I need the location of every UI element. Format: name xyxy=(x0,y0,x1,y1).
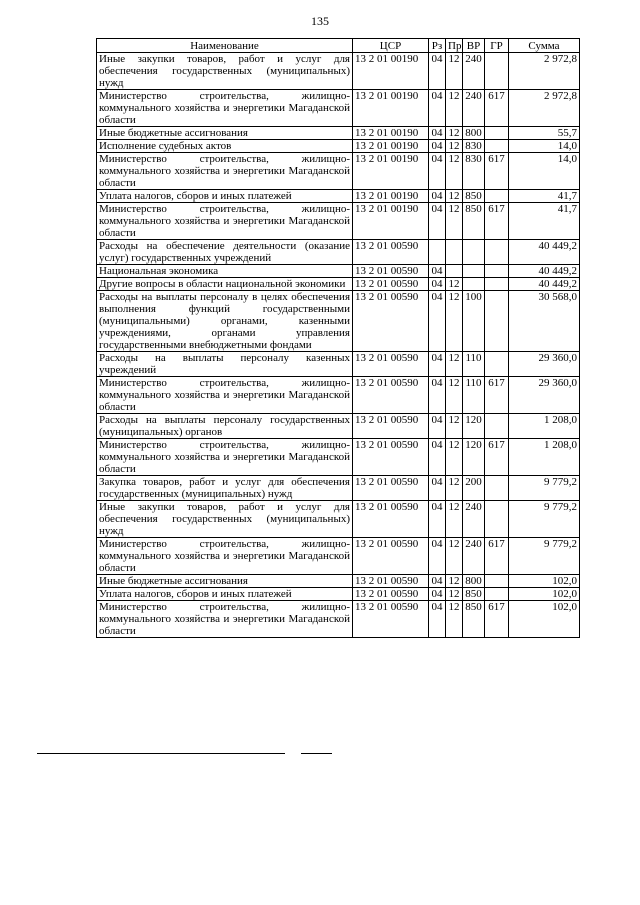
budget-table xyxy=(96,38,580,638)
cell-csr: 13 2 01 00190 xyxy=(353,127,429,140)
table-row xyxy=(97,377,580,414)
cell-pr xyxy=(446,265,463,278)
cell-name: Расходы на обеспечение деятельности (оказание услуг) государственных учреждений xyxy=(97,240,353,265)
cell-sum: 9 779,2 xyxy=(509,476,580,501)
cell-name: Министерство строительства, жилищно-коммунального хозяйства и энергетики Магаданской области xyxy=(97,377,353,414)
cell-csr: 13 2 01 00590 xyxy=(353,476,429,501)
header-sum: Сумма xyxy=(509,39,580,53)
cell-rz: 04 xyxy=(429,588,446,601)
cell-csr: 13 2 01 00190 xyxy=(353,153,429,190)
cell-rz: 04 xyxy=(429,265,446,278)
cell-rz: 04 xyxy=(429,127,446,140)
cell-pr: 12 xyxy=(446,127,463,140)
table-row xyxy=(97,90,580,127)
table-row xyxy=(97,140,580,153)
table-row xyxy=(97,601,580,638)
cell-vr: 240 xyxy=(463,501,485,538)
cell-csr: 13 2 01 00590 xyxy=(353,439,429,476)
page-number: 135 xyxy=(311,14,329,28)
cell-vr: 800 xyxy=(463,127,485,140)
table-row xyxy=(97,414,580,439)
cell-pr: 12 xyxy=(446,538,463,575)
cell-gr xyxy=(485,291,509,352)
cell-gr xyxy=(485,53,509,90)
cell-name: Министерство строительства, жилищно-коммунального хозяйства и энергетики Магаданской области xyxy=(97,90,353,127)
header-gr: ГР xyxy=(485,39,509,53)
table-body xyxy=(97,53,580,638)
cell-sum: 102,0 xyxy=(509,601,580,638)
cell-csr: 13 2 01 00590 xyxy=(353,588,429,601)
cell-rz xyxy=(429,240,446,265)
cell-sum: 40 449,2 xyxy=(509,240,580,265)
table-row xyxy=(97,291,580,352)
cell-gr xyxy=(485,476,509,501)
cell-pr: 12 xyxy=(446,153,463,190)
cell-name: Закупка товаров, работ и услуг для обеспечения государственных (муниципальных) нужд xyxy=(97,476,353,501)
cell-gr xyxy=(485,240,509,265)
cell-name: Уплата налогов, сборов и иных платежей xyxy=(97,588,353,601)
cell-csr: 13 2 01 00590 xyxy=(353,352,429,377)
cell-sum: 29 360,0 xyxy=(509,352,580,377)
cell-rz: 04 xyxy=(429,53,446,90)
footer-rule-long xyxy=(37,753,285,754)
cell-sum: 1 208,0 xyxy=(509,439,580,476)
cell-sum: 14,0 xyxy=(509,140,580,153)
cell-pr xyxy=(446,240,463,265)
cell-sum: 9 779,2 xyxy=(509,501,580,538)
cell-vr: 240 xyxy=(463,538,485,575)
cell-vr xyxy=(463,265,485,278)
cell-gr xyxy=(485,190,509,203)
table-row xyxy=(97,352,580,377)
cell-name: Расходы на выплаты персоналу государственных (муниципальных) органов xyxy=(97,414,353,439)
cell-name: Министерство строительства, жилищно-коммунального хозяйства и энергетики Магаданской области xyxy=(97,538,353,575)
cell-csr: 13 2 01 00590 xyxy=(353,538,429,575)
cell-vr: 110 xyxy=(463,352,485,377)
cell-sum: 102,0 xyxy=(509,588,580,601)
cell-sum: 55,7 xyxy=(509,127,580,140)
cell-vr: 100 xyxy=(463,291,485,352)
cell-vr: 850 xyxy=(463,203,485,240)
cell-vr: 120 xyxy=(463,439,485,476)
table-row xyxy=(97,588,580,601)
table-row xyxy=(97,240,580,265)
cell-sum: 41,7 xyxy=(509,190,580,203)
cell-pr: 12 xyxy=(446,203,463,240)
cell-vr: 830 xyxy=(463,153,485,190)
table-row xyxy=(97,190,580,203)
cell-vr: 850 xyxy=(463,601,485,638)
cell-name: Министерство строительства, жилищно-коммунального хозяйства и энергетики Магаданской области xyxy=(97,601,353,638)
cell-gr xyxy=(485,140,509,153)
cell-csr: 13 2 01 00590 xyxy=(353,414,429,439)
cell-pr: 12 xyxy=(446,140,463,153)
footer-rule-short xyxy=(301,753,332,754)
cell-csr: 13 2 01 00590 xyxy=(353,278,429,291)
cell-rz: 04 xyxy=(429,278,446,291)
cell-vr: 850 xyxy=(463,588,485,601)
cell-name: Национальная экономика xyxy=(97,265,353,278)
cell-rz: 04 xyxy=(429,352,446,377)
cell-pr: 12 xyxy=(446,575,463,588)
cell-gr: 617 xyxy=(485,90,509,127)
cell-rz: 04 xyxy=(429,414,446,439)
cell-sum: 2 972,8 xyxy=(509,90,580,127)
cell-rz: 04 xyxy=(429,538,446,575)
cell-rz: 04 xyxy=(429,501,446,538)
cell-csr: 13 2 01 00590 xyxy=(353,575,429,588)
cell-rz: 04 xyxy=(429,377,446,414)
cell-rz: 04 xyxy=(429,439,446,476)
table-row xyxy=(97,575,580,588)
cell-pr: 12 xyxy=(446,53,463,90)
cell-csr: 13 2 01 00590 xyxy=(353,240,429,265)
header-name: Наименование xyxy=(97,39,353,53)
cell-pr: 12 xyxy=(446,439,463,476)
cell-csr: 13 2 01 00190 xyxy=(353,190,429,203)
cell-gr xyxy=(485,352,509,377)
cell-vr: 850 xyxy=(463,190,485,203)
cell-sum: 1 208,0 xyxy=(509,414,580,439)
cell-csr: 13 2 01 00190 xyxy=(353,90,429,127)
cell-name: Другие вопросы в области национальной экономики xyxy=(97,278,353,291)
cell-pr: 12 xyxy=(446,90,463,127)
cell-sum: 30 568,0 xyxy=(509,291,580,352)
table-row xyxy=(97,265,580,278)
cell-pr: 12 xyxy=(446,414,463,439)
cell-vr xyxy=(463,278,485,291)
cell-sum: 14,0 xyxy=(509,153,580,190)
cell-rz: 04 xyxy=(429,203,446,240)
cell-name: Иные закупки товаров, работ и услуг для обеспечения государственных (муниципальных) нужд xyxy=(97,53,353,90)
cell-csr: 13 2 01 00190 xyxy=(353,53,429,90)
cell-csr: 13 2 01 00590 xyxy=(353,601,429,638)
table-row xyxy=(97,476,580,501)
cell-sum: 29 360,0 xyxy=(509,377,580,414)
cell-rz: 04 xyxy=(429,90,446,127)
cell-csr: 13 2 01 00590 xyxy=(353,377,429,414)
cell-csr: 13 2 01 00190 xyxy=(353,203,429,240)
header-vr: ВР xyxy=(463,39,485,53)
cell-sum: 102,0 xyxy=(509,575,580,588)
cell-vr: 830 xyxy=(463,140,485,153)
cell-pr: 12 xyxy=(446,291,463,352)
cell-pr: 12 xyxy=(446,352,463,377)
cell-name: Министерство строительства, жилищно-коммунального хозяйства и энергетики Магаданской области xyxy=(97,439,353,476)
cell-sum: 2 972,8 xyxy=(509,53,580,90)
cell-rz: 04 xyxy=(429,601,446,638)
cell-gr: 617 xyxy=(485,377,509,414)
cell-gr: 617 xyxy=(485,439,509,476)
cell-name: Расходы на выплаты персоналу казенных учреждений xyxy=(97,352,353,377)
cell-pr: 12 xyxy=(446,377,463,414)
cell-gr: 617 xyxy=(485,203,509,240)
cell-name: Иные бюджетные ассигнования xyxy=(97,575,353,588)
cell-gr xyxy=(485,588,509,601)
cell-gr xyxy=(485,575,509,588)
table-row xyxy=(97,153,580,190)
cell-vr: 120 xyxy=(463,414,485,439)
cell-rz: 04 xyxy=(429,476,446,501)
cell-pr: 12 xyxy=(446,501,463,538)
cell-gr: 617 xyxy=(485,538,509,575)
cell-rz: 04 xyxy=(429,153,446,190)
table-row xyxy=(97,203,580,240)
header-pr: Пр xyxy=(446,39,463,53)
cell-gr: 617 xyxy=(485,153,509,190)
cell-rz: 04 xyxy=(429,190,446,203)
cell-vr: 240 xyxy=(463,90,485,127)
table-row xyxy=(97,439,580,476)
cell-vr: 800 xyxy=(463,575,485,588)
cell-sum: 40 449,2 xyxy=(509,278,580,291)
cell-pr: 12 xyxy=(446,601,463,638)
cell-sum: 41,7 xyxy=(509,203,580,240)
table-header-row xyxy=(97,39,580,53)
cell-vr: 110 xyxy=(463,377,485,414)
cell-sum: 40 449,2 xyxy=(509,265,580,278)
cell-pr: 12 xyxy=(446,476,463,501)
cell-csr: 13 2 01 00590 xyxy=(353,501,429,538)
table-row xyxy=(97,127,580,140)
cell-rz: 04 xyxy=(429,140,446,153)
cell-sum: 9 779,2 xyxy=(509,538,580,575)
cell-gr xyxy=(485,127,509,140)
cell-name: Расходы на выплаты персоналу в целях обеспечения выполнения функций государственными (муниципальными) органами, казенными учреждениями, органами управления государственными внебюджетными фондами xyxy=(97,291,353,352)
cell-name: Исполнение судебных актов xyxy=(97,140,353,153)
cell-name: Иные закупки товаров, работ и услуг для обеспечения государственных (муниципальных) нужд xyxy=(97,501,353,538)
table-row xyxy=(97,501,580,538)
cell-gr xyxy=(485,278,509,291)
cell-pr: 12 xyxy=(446,190,463,203)
cell-vr xyxy=(463,240,485,265)
cell-gr xyxy=(485,501,509,538)
cell-name: Министерство строительства, жилищно-коммунального хозяйства и энергетики Магаданской области xyxy=(97,203,353,240)
cell-pr: 12 xyxy=(446,278,463,291)
cell-rz: 04 xyxy=(429,291,446,352)
table-row xyxy=(97,278,580,291)
header-csr: ЦСР xyxy=(353,39,429,53)
cell-vr: 240 xyxy=(463,53,485,90)
cell-pr: 12 xyxy=(446,588,463,601)
cell-csr: 13 2 01 00190 xyxy=(353,140,429,153)
cell-name: Иные бюджетные ассигнования xyxy=(97,127,353,140)
table-row xyxy=(97,538,580,575)
cell-name: Уплата налогов, сборов и иных платежей xyxy=(97,190,353,203)
cell-csr: 13 2 01 00590 xyxy=(353,265,429,278)
table-row xyxy=(97,53,580,90)
cell-rz: 04 xyxy=(429,575,446,588)
cell-gr: 617 xyxy=(485,601,509,638)
cell-csr: 13 2 01 00590 xyxy=(353,291,429,352)
cell-vr: 200 xyxy=(463,476,485,501)
cell-gr xyxy=(485,414,509,439)
cell-gr xyxy=(485,265,509,278)
header-rz: Рз xyxy=(429,39,446,53)
cell-name: Министерство строительства, жилищно-коммунального хозяйства и энергетики Магаданской области xyxy=(97,153,353,190)
